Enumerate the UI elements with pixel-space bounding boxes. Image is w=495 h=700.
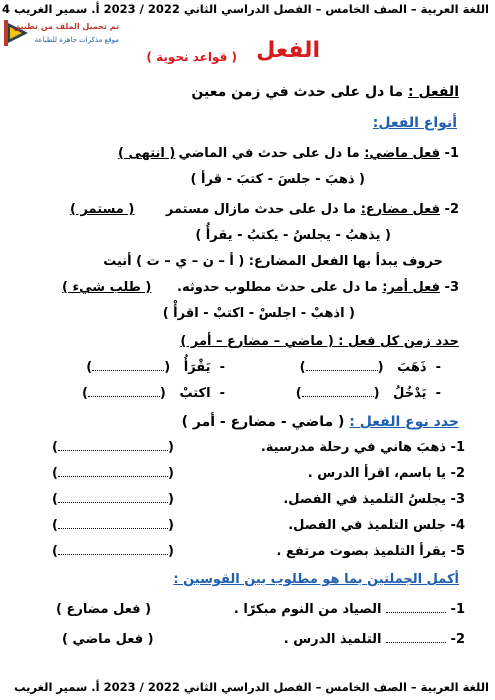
ex1-verb-4: اكتبْ (179, 386, 211, 401)
ex1-verb-3: يَدْخُلُ (393, 386, 427, 401)
type-imperative-tag: ( طلب شيء ) (62, 280, 152, 295)
ex2-answer-3[interactable]: () (52, 492, 174, 507)
ex2-num-3: 3- (450, 492, 465, 507)
ex2-num-5: 5- (450, 544, 465, 559)
type-imperative-line (177, 280, 459, 295)
ex2-num-2: 2- (450, 466, 465, 481)
type-past-num: 1- (444, 146, 459, 161)
ex2-answer-1[interactable]: () (52, 440, 174, 455)
ex3-heading: أكمل الجملتين بما هو مطلوب بين القوسين : (173, 572, 459, 587)
type-past-tag: ( انتهى ) (118, 146, 176, 161)
type-present-num: 2- (444, 202, 459, 217)
ex3-req-2: ( فعل ماضي ) (62, 632, 154, 647)
page-header: اللغة العربية – الصف الخامس – الفصل الدراسي الثاني 2022 / 2023 أ. سمير الغريب 4 (1, 2, 489, 16)
present-letters: حروف يبدأ بها الفعل المضارع: ( أ – ن – ي – ت ) أنيت (103, 254, 443, 269)
type-past-line (179, 146, 459, 161)
type-present-examples: ( يذهبُ - يجلسُ - يكتبُ - يقرأُ ) (195, 228, 391, 243)
ex2-item-4 (288, 518, 465, 533)
ex2-text-5: يقرأ التلميذ بصوت مرتفع . (276, 544, 447, 559)
ex1-heading: حدد زمن كل فعل : ( ماضي – مضارع – أمر ) (180, 334, 459, 349)
ex2-heading-line (182, 414, 459, 430)
ex2-num-1: 1- (450, 440, 465, 455)
ex1-answer-1[interactable] (306, 369, 378, 371)
ex3-item-1 (234, 602, 465, 617)
ex3-blank-2[interactable] (386, 641, 446, 643)
page-title: الفعل (256, 38, 320, 63)
ex2-answer-2[interactable]: () (52, 466, 174, 481)
ex2-text-4: جلس التلميذ في الفصل. (288, 518, 447, 533)
type-present-line (166, 202, 459, 217)
ex3-text-2: التلميذ الدرس . (283, 632, 382, 647)
ex2-num-4: 4- (450, 518, 465, 533)
ex2-item-3 (283, 492, 465, 507)
ex3-req-1: ( فعل مضارع ) (56, 602, 152, 617)
ex2-text-2: يا باسم، اقرأ الدرس . (307, 466, 447, 481)
ex1-answer-2[interactable] (92, 369, 164, 371)
ex1-answer-3[interactable] (302, 395, 374, 397)
type-present-tag: ( مستمر ) (70, 202, 135, 217)
ex3-blank-1[interactable] (386, 611, 446, 613)
type-imperative-desc: ما دل على حدث مطلوب حدوثه. (177, 280, 378, 295)
ex1-item-2: - يَقْرَأُ () (86, 360, 225, 375)
type-past-desc: ما دل على حدث في الماضي (178, 146, 360, 161)
page-subtitle: ( قواعد نحوية ) (146, 50, 237, 64)
types-heading: أنواع الفعل: (372, 115, 457, 131)
ex1-item-4: - اكتبْ () (81, 386, 225, 401)
app-logo (4, 16, 119, 56)
ex1-verb-2: يَقْرَأُ (183, 360, 211, 375)
definition-line (191, 84, 459, 100)
definition-label: الفعل : (407, 84, 459, 100)
ex1-answer-4[interactable] (88, 395, 160, 397)
ex2-item-1 (261, 440, 465, 455)
ex3-text-1: الصياد من النوم مبكرًا . (233, 602, 382, 617)
ex3-num-2: 2- (450, 632, 465, 647)
logo-line2: موقع مذكرات جاهزة للطباعة (34, 36, 119, 44)
type-imperative-num: 3- (444, 280, 459, 295)
ex2-heading: حدد نوع الفعل : (349, 414, 459, 430)
ex3-num-1: 1- (450, 602, 465, 617)
ex2-answer-5[interactable]: () (52, 544, 174, 559)
ex2-options: ( ماضي - مضارع - أمر ) (181, 414, 345, 430)
ex2-text-3: يجلسُ التلميذ في الفصل. (283, 492, 447, 507)
ex2-item-2 (308, 466, 465, 481)
ex2-answer-4[interactable]: () (52, 518, 174, 533)
type-imperative-examples: ( اذهبْ - اجلسْ - اكتبْ - اقرأْ ) (162, 306, 355, 321)
type-imperative-name: فعل أمر: (382, 280, 441, 295)
ex1-item-1: - ذَهَبَ () (299, 360, 441, 375)
definition-text: ما دل على حدث في زمن معين (191, 84, 404, 100)
ex2-item-5 (277, 544, 465, 559)
ex2-text-1: ذهبَ هاني في رحلة مدرسية. (260, 440, 447, 455)
ex3-item-2 (284, 632, 465, 647)
logo-line1: تم تحميل الملف من تطبيق (13, 22, 119, 31)
ex1-item-3: - يَدْخُلُ () (295, 386, 441, 401)
type-past-examples: ( ذهبَ - جلسَ - كتبَ - قرأ ) (190, 172, 365, 187)
page-footer: اللغة العربية – الصف الخامس – الفصل الدراسي الثاني 2022 / 2023 أ. سمير الغريب (14, 680, 489, 694)
type-present-name: فعل مضارع: (360, 202, 441, 217)
type-past-name: فعل ماضي: (364, 146, 441, 161)
ex1-verb-1: ذَهَبَ (397, 360, 427, 375)
type-present-desc: ما دل على حدث مازال مستمر (165, 202, 357, 217)
